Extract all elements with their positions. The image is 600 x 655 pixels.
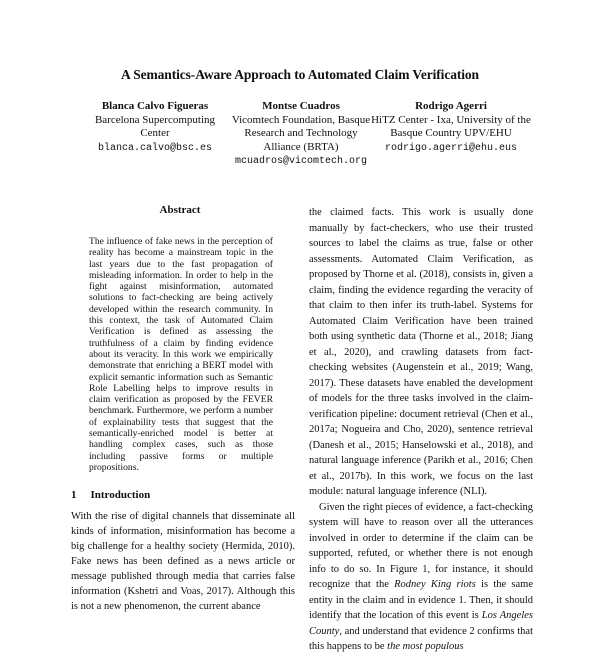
section-number: 1 [71, 489, 77, 501]
abstract-text: The influence of fake news in the perception of reality has become a mainstream topic in the last years due to the fast propagation of misleading information. In order to help in the fight against misinformation, automated solutions to fact-checking are being actively developed within the research community. In this context, the task of Automated Claim Verification is defined as assessing the truthfulness of a claim by finding evidence about its veracity. In this work we empirically demonstrate that enriching a BERT model with explicit semantic information such as Semantic Role Labelling helps to improve results in claim verification as proposed by the FEVER benchmark. Furthermore, we perform a number of explainability tests that suggest that the semantically-enriched model is better at handling complex cases, such as those including passive forms or multiple propositions. [89, 236, 273, 473]
emphasis: Los Angeles County [309, 610, 533, 637]
author-email: blanca.calvo@bsc.es [97, 142, 213, 154]
intro-left-column [71, 509, 295, 614]
paper-title: A Semantics-Aware Approach to Automated Claim Verification [121, 67, 479, 82]
author-affiliation: Barcelona Supercomputing Center [94, 113, 216, 139]
text-span: , and understand that evidence 2 confirms that this happens to be [309, 625, 533, 652]
author-block [368, 100, 534, 155]
paragraph [309, 500, 533, 655]
author-name: Montse Cuadros [262, 100, 340, 112]
text-span: is the same entity in the claim and in evidence 1. Then, it should identify that the location of this event is [309, 579, 533, 621]
author-affiliation: HiTZ Center - Ixa, University of the Basque Country UPV/EHU [371, 113, 531, 139]
author-name: Rodrigo Agerri [415, 100, 487, 112]
paragraph: the claimed facts. This work is usually done manually by fact-checkers, who use their trusted sources to label the claims as true, false or other assessments. Automated Claim Verification, as proposed by Thorne et al. (2018), consists in, given a claim, finding the evidence regarding the veracity of that claim to then infer its truth-label. Systems for Automated Claim Verification have been trained both using synthetic data (Thorne et al., 2018; Jiang et al., 2020), and crawling datasets from fact-checking websites (Augenstein et al., 2019; Wang, 2017). These datasets have enabled the development of models for the three tasks involved in the claim-verification pipeline: document retrieval (Chen et al., 2017a; Nogueira and Cho, 2020), sentence retrieval (Danesh et al., 2015; Hanselowski et al., 2018), and natural language inference (Parikh et al., 2016; Chen et al., 2017b). In this work, we focus on the last module: natural language inference (NLI). [309, 207, 533, 497]
emphasis: the most populous [387, 641, 464, 652]
author-block [228, 100, 374, 169]
author-email: rodrigo.agerri@ehu.eus [384, 142, 518, 154]
author-affiliation: Vicomtech Foundation, Basque Research and Technology Alliance (BRTA) [231, 113, 371, 153]
section-heading [71, 489, 150, 501]
right-column [309, 205, 533, 655]
section-title: Introduction [90, 489, 151, 501]
author-name: Blanca Calvo Figueras [101, 100, 209, 112]
text-span: Given the right pieces of evidence, a fact-checking system will have to reason over all the utterances involved in order to determine if the claim can be supported, refuted, or whether there is not enough info to do so. In Figure 1, for instance, it should recognize that the [309, 501, 533, 590]
author-block [80, 100, 230, 155]
emphasis: Rodney King riots [394, 579, 476, 590]
abstract-heading: Abstract [159, 204, 201, 216]
author-email: mcuadros@vicomtech.org [234, 156, 368, 167]
paragraph: With the rise of digital channels that disseminate all kinds of information, misinformation has become a big challenge for a healthy society (Hermida, 2010). Fake news has been defined as a news article or message published through media that carries false information (Kshetri and Voas, 2017). Although this is not a new phenomenon, the current abance [71, 511, 295, 612]
